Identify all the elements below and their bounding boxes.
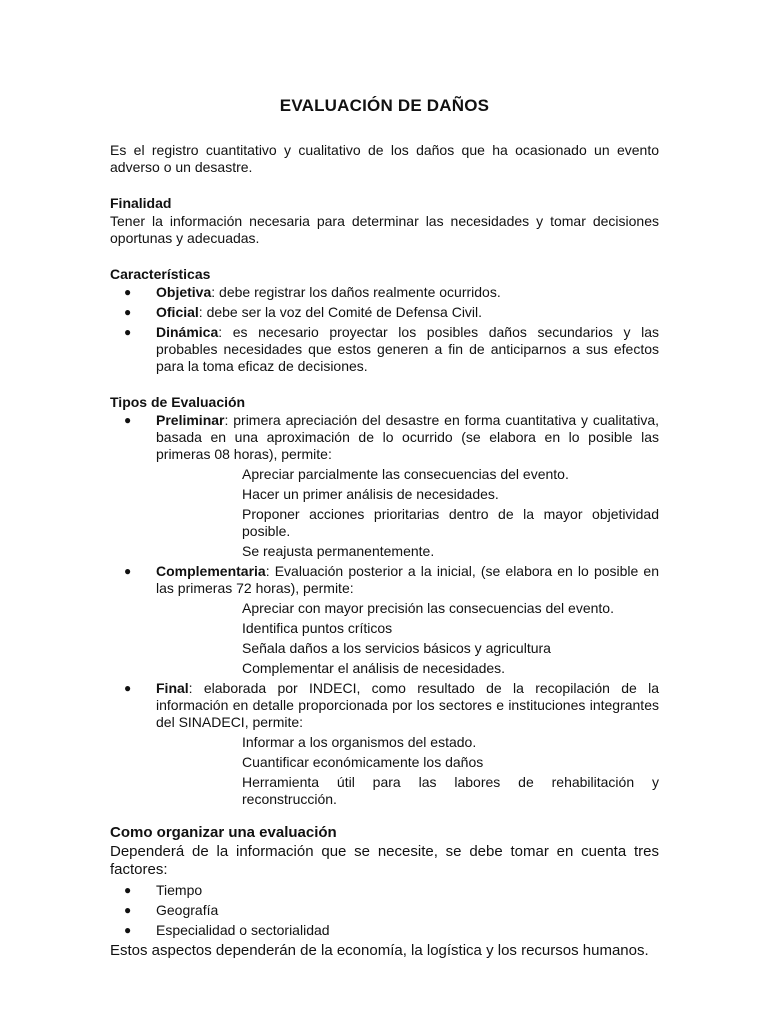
organizar-section [110, 823, 659, 960]
list-item: ● Geografía [124, 902, 219, 918]
list-item: ● Preliminar: primera apreciación del desastre en forma cuantitativa y cualitativa, basada en una aproximación de lo ocurrido (se elabora en lo posible las primeras 08 horas), permite: Apreciar parcialmente las consecuencias del evento. Hacer un primer análisis de necesidades. Proponer acciones prioritarias dentro de la mayor objetividad posible. Se reajusta permanentemente. [124, 412, 659, 559]
list-item: ● Final: elaborada por INDECI, como resultado de la recopilación de la información en detalle proporcionada por los sectores e instituciones integrantes del SINADECI, permite: Informar a los organismos del estado. Cuantificar económicamente los daños Herramienta útil para las labores de rehabilitación y reconstrucción. [124, 680, 659, 807]
bullet-icon: ● [124, 325, 132, 339]
sublist-item: Hacer un primer análisis de necesidades. [242, 486, 499, 502]
list-item: ● Objetiva: debe registrar los daños realmente ocurridos. [124, 284, 501, 300]
organizar-text: Dependerá de la información que se necesite, se debe tomar en cuenta tres factores: [110, 843, 659, 878]
bullet-icon: ● [124, 923, 132, 937]
bullet-icon: ● [124, 903, 132, 917]
tipos-list [110, 412, 659, 808]
list-item: ● Oficial: debe ser la voz del Comité de Defensa Civil. [124, 304, 483, 320]
page-title: EVALUACIÓN DE DAÑOS [279, 96, 490, 115]
sublist-item: Cuantificar económicamente los daños [242, 754, 484, 770]
caracteristicas-list [110, 284, 659, 375]
sublist-item: Proponer acciones prioritarias dentro de la mayor objetividad posible. [242, 506, 659, 539]
list-item: ● Especialidad o sectorialidad [124, 922, 330, 938]
sublist-item: Apreciar parcialmente las consecuencias del evento. [242, 466, 569, 482]
intro-paragraph: Es el registro cuantitativo y cualitativo de los daños que ha ocasionado un evento adverso o un desastre. [110, 142, 659, 175]
bullet-icon: ● [124, 285, 132, 299]
list-item: ● Tiempo [124, 882, 203, 898]
sublist-item: Informar a los organismos del estado. [242, 734, 477, 750]
bullet-icon: ● [124, 413, 132, 427]
finalidad-text: Tener la información necesaria para determinar las necesidades y tomar decisiones oportunas y adecuadas. [110, 213, 659, 246]
sublist-item: Identifica puntos críticos [242, 620, 393, 636]
sublist-item: Herramienta útil para las labores de rehabilitación y reconstrucción. [242, 774, 659, 807]
caracteristicas-heading: Características [110, 266, 211, 282]
document-content [110, 96, 659, 960]
sublist-item: Señala daños a los servicios básicos y agricultura [242, 640, 551, 656]
sublist-item: Se reajusta permanentemente. [242, 543, 435, 559]
finalidad-heading: Finalidad [110, 195, 172, 211]
organizar-list [110, 882, 659, 939]
bullet-icon: ● [124, 564, 132, 578]
sublist-item: Complementar el análisis de necesidades. [242, 660, 506, 676]
sublist [242, 734, 659, 808]
organizar-closing: Estos aspectos dependerán de la economía, la logística y los recursos humanos. [110, 942, 649, 959]
tipos-heading: Tipos de Evaluación [110, 394, 246, 410]
bullet-icon: ● [124, 681, 132, 695]
list-item: ● Dinámica: es necesario proyectar los posibles daños secundarios y las probables necesidades que estos generen a fin de anticiparnos a sus efectos para la toma eficaz de decisiones. [124, 324, 659, 374]
organizar-heading: Como organizar una evaluación [110, 824, 337, 841]
sublist [242, 466, 659, 560]
sublist [242, 600, 659, 677]
bullet-icon: ● [124, 883, 132, 897]
list-item: ● Complementaria: Evaluación posterior a la inicial, (se elabora en lo posible en las primeras 72 horas), permite: Apreciar con mayor precisión las consecuencias del evento. Identifica puntos críticos Señala daños a los servicios básicos y agricultura Complementar el análisis de necesidades. [124, 563, 659, 676]
sublist-item: Apreciar con mayor precisión las consecuencias del evento. [242, 600, 614, 616]
bullet-icon: ● [124, 305, 132, 319]
